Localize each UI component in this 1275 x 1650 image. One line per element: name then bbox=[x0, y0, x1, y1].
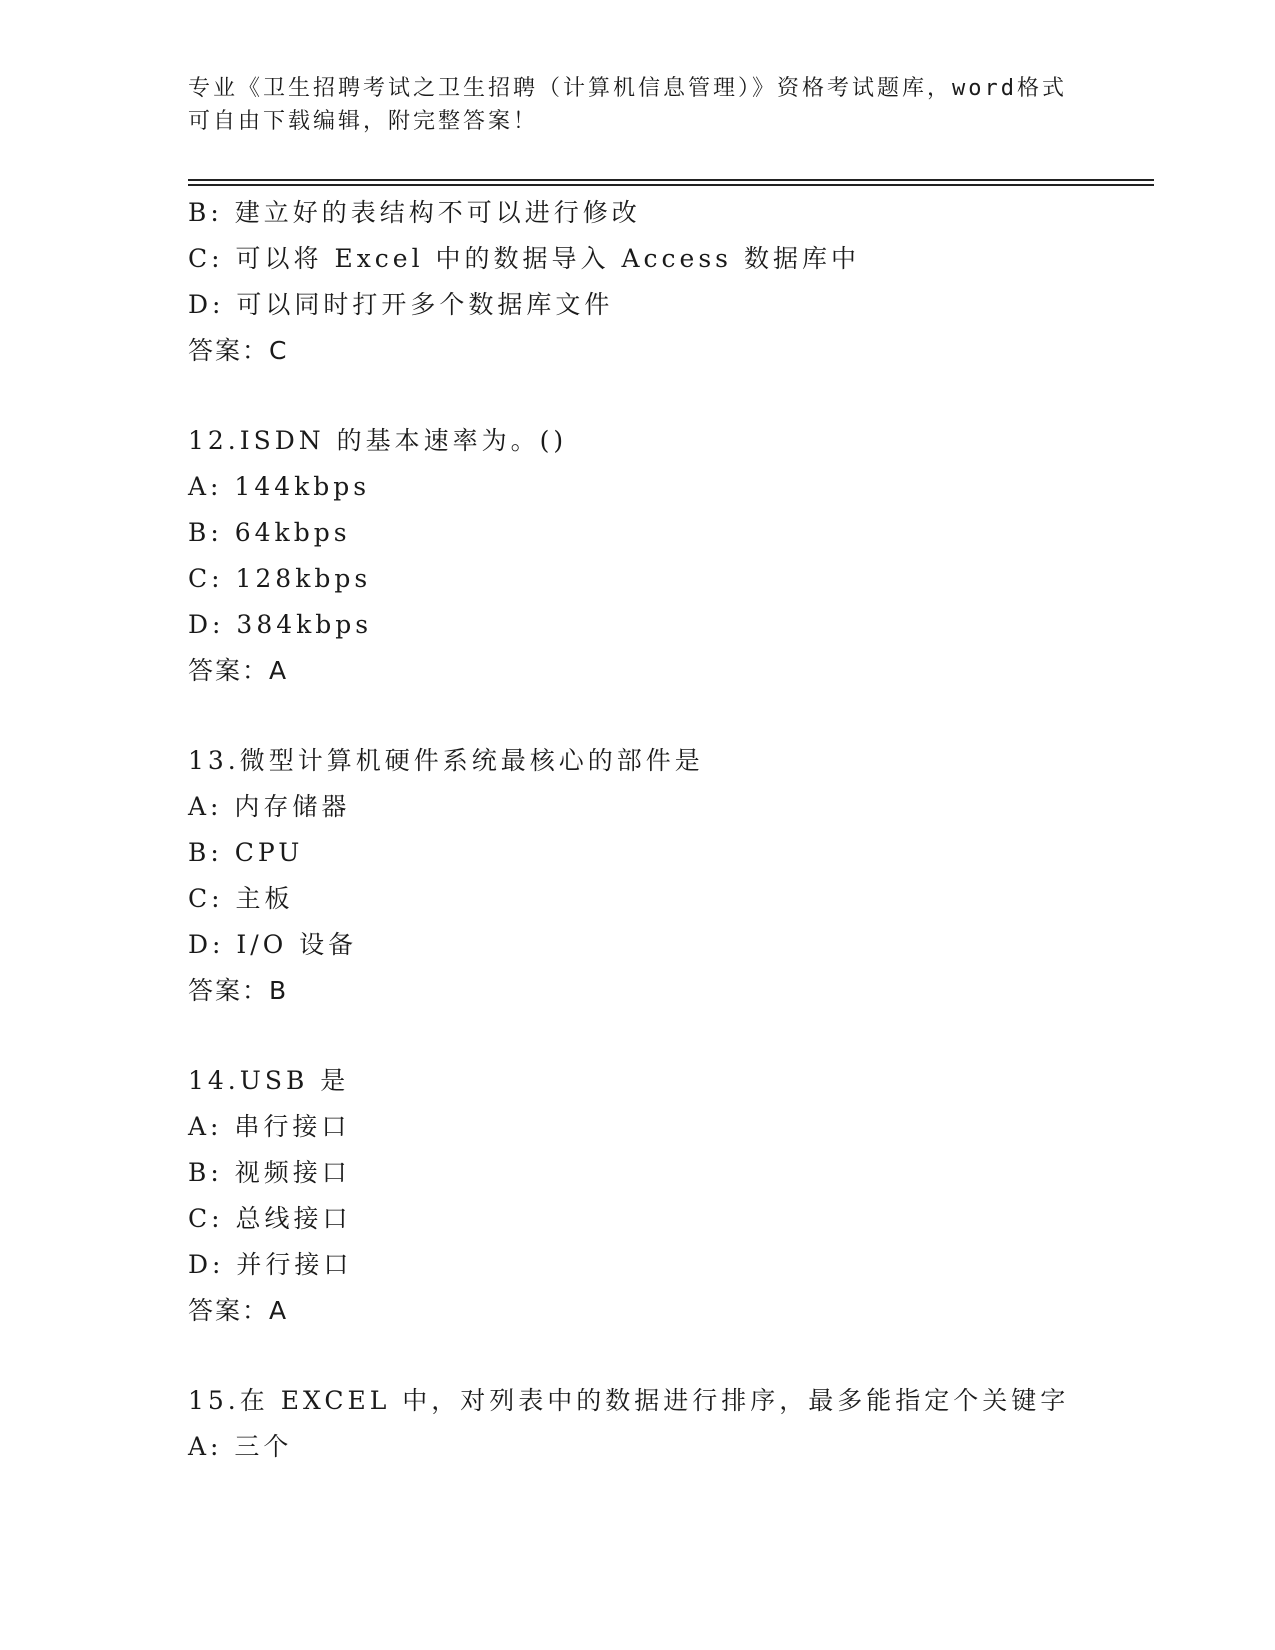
q11-answer: 答案：C bbox=[188, 336, 289, 365]
spacer bbox=[188, 374, 1148, 418]
question-13-block bbox=[188, 738, 1148, 1014]
q12-option-b: B: 64kbps bbox=[188, 518, 351, 547]
question-14-block bbox=[188, 1058, 1148, 1334]
header-divider-top bbox=[188, 179, 1154, 181]
q13-option-b: B: CPU bbox=[188, 838, 304, 867]
q14-option-b: B: 视频接口 bbox=[188, 1158, 351, 1187]
q13-option-a: A: 内存储器 bbox=[188, 792, 351, 821]
question-11-block bbox=[188, 190, 1148, 374]
q11-option-d: D: 可以同时打开多个数据库文件 bbox=[188, 290, 614, 319]
q11-option-b: B: 建立好的表结构不可以进行修改 bbox=[188, 198, 641, 227]
q12-answer: 答案：A bbox=[188, 656, 289, 685]
document-header bbox=[188, 72, 1088, 138]
header-divider-bottom bbox=[188, 184, 1154, 186]
spacer bbox=[188, 1334, 1148, 1378]
q12-option-d: D: 384kbps bbox=[188, 610, 373, 639]
q14-question: 14.USB 是 bbox=[188, 1066, 350, 1095]
q13-option-d: D: I/O 设备 bbox=[188, 930, 358, 959]
question-list bbox=[188, 190, 1148, 1470]
q15-option-a: A: 三个 bbox=[188, 1432, 293, 1461]
spacer bbox=[188, 1014, 1148, 1058]
q13-answer: 答案：B bbox=[188, 976, 289, 1005]
q14-option-d: D: 并行接口 bbox=[188, 1250, 353, 1279]
question-15-block bbox=[188, 1378, 1148, 1470]
header-title-line-2: 可自由下载编辑，附完整答案！ bbox=[188, 109, 539, 134]
q12-option-a: A: 144kbps bbox=[188, 472, 371, 501]
header-title-line-1: 专业《卫生招聘考试之卫生招聘（计算机信息管理）》资格考试题库，word格式 bbox=[188, 76, 1067, 101]
spacer bbox=[188, 694, 1148, 738]
question-12-block bbox=[188, 418, 1148, 694]
q14-answer: 答案：A bbox=[188, 1296, 289, 1325]
q13-question: 13.微型计算机硬件系统最核心的部件是 bbox=[188, 746, 704, 775]
q14-option-a: A: 串行接口 bbox=[188, 1112, 351, 1141]
q14-option-c: C: 总线接口 bbox=[188, 1204, 352, 1233]
q12-question: 12.ISDN 的基本速率为。() bbox=[188, 426, 568, 455]
q12-option-c: C: 128kbps bbox=[188, 564, 372, 593]
q13-option-c: C: 主板 bbox=[188, 884, 294, 913]
q11-option-c: C: 可以将 Excel 中的数据导入 Access 数据库中 bbox=[188, 244, 860, 273]
q15-question: 15.在 EXCEL 中，对列表中的数据进行排序，最多能指定个关键字 bbox=[188, 1386, 1070, 1415]
